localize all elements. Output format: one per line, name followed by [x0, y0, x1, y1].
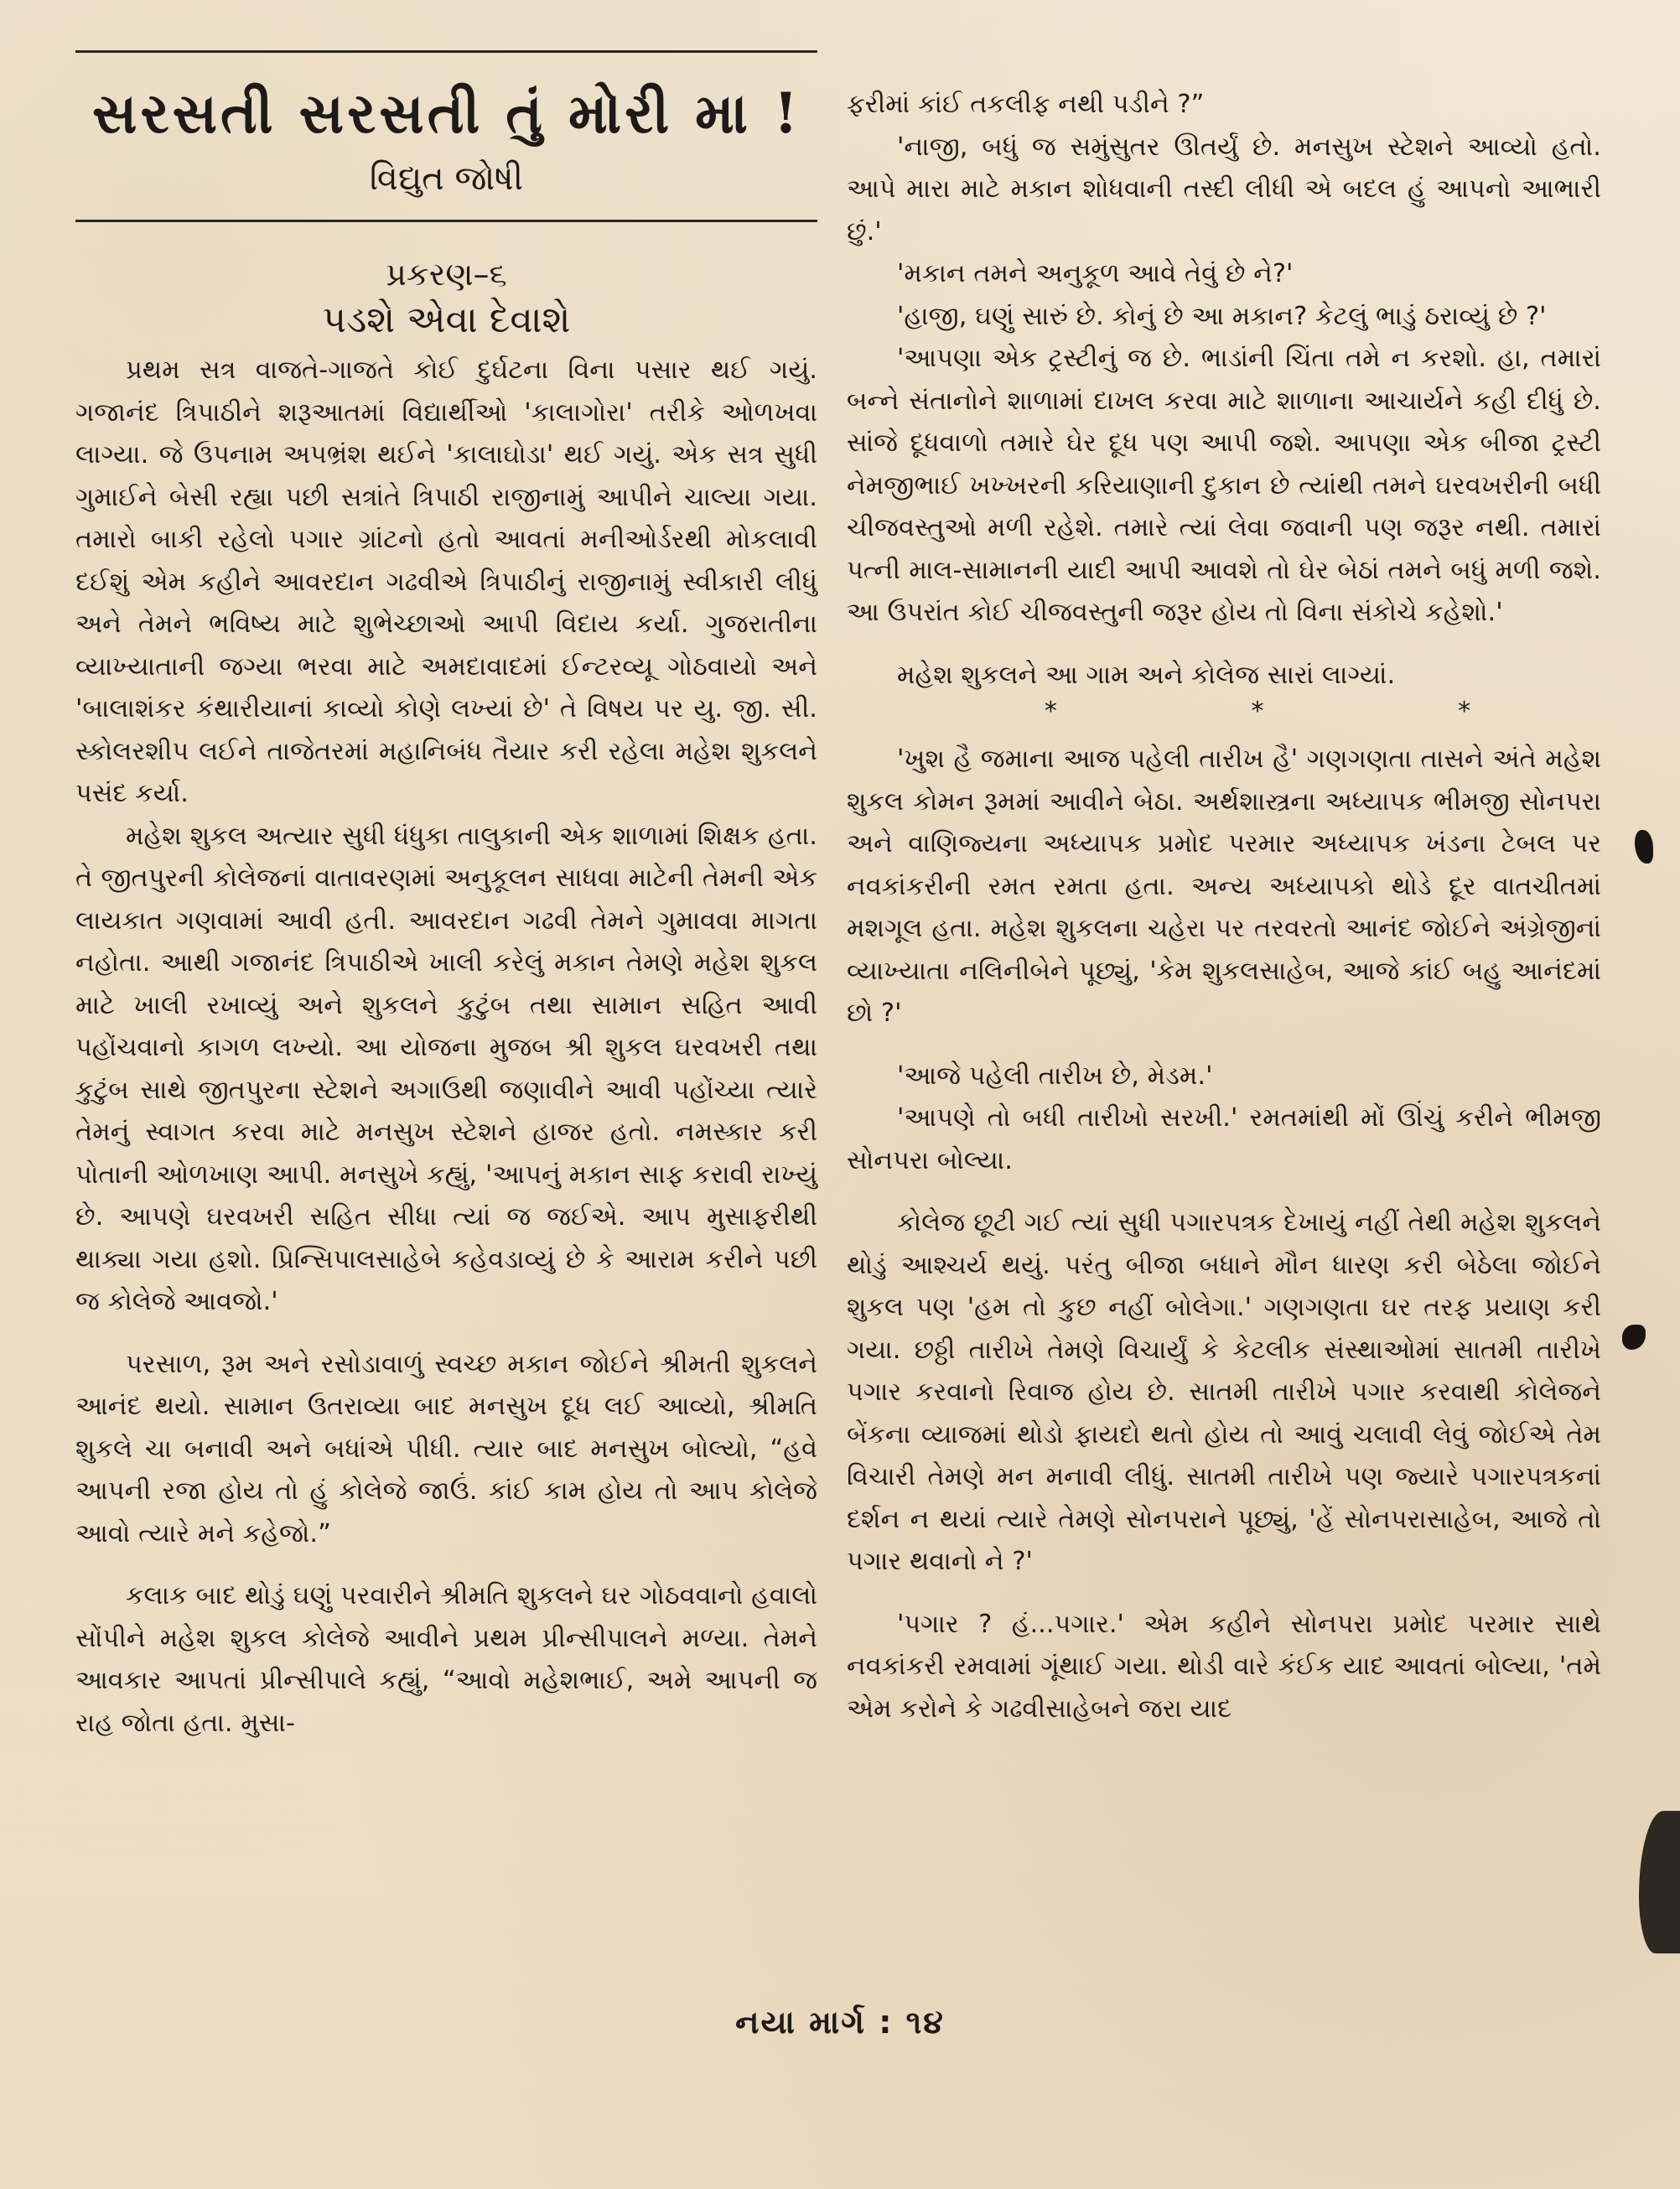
body-paragraph: પરસાળ, રૂમ અને રસોડાવાળું સ્વચ્છ મકાન જોઈને શ્રીમતી શુકલને આનંદ થયો. સામાન ઉતરાવ્યા બાદ મનસુખ દૂધ લઈ આવ્યો, શ્રીમતિ શુકલે ચા બનાવી અને બધાંએ પીધી. ત્યાર બાદ મનસુખ બોલ્યો, “હવે આપની રજા હોય તો હું કોલેજે જાઉં. કાંઈ કામ હોય તો આપ કોલેજે આવો ત્યારે મને કહેજો.” [75, 1349, 817, 1548]
chapter-title: પડશે એવા દેવાશે [322, 298, 571, 342]
body-paragraph: મહેશ શુકલને આ ગામ અને કોલેજ સારાં લાગ્યાં. [897, 660, 1396, 690]
section-break-star: * [1251, 697, 1264, 726]
body-paragraph: પ્રથમ સત્ર વાજતે-ગાજતે કોઈ દુર્ઘટના વિના પસાર થઈ ગયું. ગજાનંદ ત્રિપાઠીને શરૂઆતમાં વિદ્યાર્થીઓ 'કાલાગોરા' તરીકે ઓળખવા લાગ્યા. જે ઉપનામ અપભ્રંશ થઈને 'કાલાઘોડા' થઈ ગયું. એક સત્ર સુધી ગુમાઈને બેસી રહ્યા પછી સત્રાંતે ત્રિપાઠી રાજીનામું આપીને ચાલ્યા ગયા. તમારો બાકી રહેલો પગાર ગ્રાંટનો હતો આવતાં મનીઓર્ડરથી મોકલાવી દઈશું એમ કહીને આવરદાન ગઢવીએ ત્રિપાઠીનું રાજીનામું સ્વીકારી લીધું અને તેમને ભવિષ્ય માટે શુભેચ્છાઓ આપી વિદાય કર્યા. ગુજરાતીના વ્યાખ્યાતાની જગ્યા ભરવા માટે અમદાવાદમાં ઈન્ટરવ્યૂ ગોઠવાયો અને 'બાલાશંકર કંથારીયાનાં કાવ્યો કોણે લખ્યાં છે' તે વિષય પર યુ. જી. સી. સ્કોલરશીપ લઈને તાજેતરમાં મહાનિબંધ તૈયાર કરી રહેલા મહેશ શુકલને પસંદ કર્યા. [75, 355, 817, 809]
section-break-star: * [1458, 697, 1471, 726]
paper-tear-mark [1639, 1811, 1680, 1953]
body-paragraph: 'આજે પહેલી તારીખ છે, મેડમ.' [897, 1061, 1213, 1091]
paper-tear-mark [1635, 830, 1653, 864]
body-paragraph: 'મકાન તમને અનુકૂળ આવે તેવું છે ને?' [897, 259, 1294, 288]
page-footer: નયા માર્ગ : ૧૪ [735, 2004, 945, 2041]
chapter-number: પ્રકરણ–૬ [386, 255, 507, 293]
body-paragraph: મહેશ શુકલ અત્યાર સુધી ધંધુકા તાલુકાની એક શાળામાં શિક્ષક હતા. તે જીતપુરની કોલેજનાં વાતાવરણમાં અનુકૂલન સાધવા માટેની તેમની એક લાયકાત ગણવામાં આવી હતી. આવરદાન ગઢવી તેમને ગુમાવવા માગતા નહોતા. આથી ગજાનંદ ત્રિપાઠીએ ખાલી કરેલું મકાન તેમણે મહેશ શુકલ માટે ખાલી રખાવ્યું અને શુકલને કુટુંબ તથા સામાન સહિત આવી પહોંચવાનો કાગળ લખ્યો. આ યોજના મુજબ શ્રી શુકલ ઘરવખરી તથા કુટુંબ સાથે જીતપુરના સ્ટેશને અગાઉથી જણાવીને આવી પહોંચ્યા ત્યારે તેમનું સ્વાગત કરવા માટે મનસુખ સ્ટેશને હાજર હતો. નમસ્કાર કરી પોતાની ઓળખાણ આપી. મનસુખે કહ્યું, 'આપનું મકાન સાફ કરાવી રાખ્યું છે. આપણે ઘરવખરી સહિત સીધા ત્યાં જ જઈએ. આપ મુસાફરીથી થાક્યા ગયા હશો. પ્રિન્સિપાલસાહેબે કહેવડાવ્યું છે કે આરામ કરીને પછી જ કોલેજે આવજો.' [75, 821, 817, 1317]
right-column [847, 84, 1601, 1730]
body-paragraph: 'નાજી, બધું જ સમુંસુતર ઊતર્યું છે. મનસુખ સ્ટેશને આવ્યો હતો. આપે મારા માટે મકાન શોધવાની તસ્દી લીધી એ બદલ હું આપનો આભારી છું.' [847, 132, 1601, 246]
section-break-star: * [1044, 697, 1057, 726]
body-paragraph: 'આપણા એક ટ્રસ્ટીનું જ છે. ભાડાંની ચિંતા તમે ન કરશો. હા, તમારાં બન્ને સંતાનોને શાળામાં દાખલ કરવા માટે શાળાના આચાર્યને કહી દીધું છે. સાંજે દૂધવાળો તમારે ઘેર દૂધ પણ આપી જશે. આપણા એક બીજા ટ્રસ્ટી નેમજીભાઈ ખખ્ખરની કરિયાણાની દુકાન છે ત્યાંથી તમને ઘરવખરીની બધી ચીજવસ્તુઓ મળી રહેશે. તમારે ત્યાં લેવા જવાની પણ જરૂર નથી. તમારાં પત્ની માલ-સામાનની યાદી આપી આવશે તો ઘેર બેઠાં તમને બધું મળી જશે. આ ઉપરાંત કોઈ ચીજવસ્તુની જરૂર હોય તો વિના સંકોચે કહેશો.' [847, 344, 1601, 627]
body-paragraph: 'હાજી, ઘણું સારું છે. કોનું છે આ મકાન? કેટલું ભાડું ઠરાવ્યું છે ?' [897, 301, 1547, 331]
article-title: સરસતી સરસતી તું મોરી મા ! [92, 80, 801, 146]
body-paragraph: 'પગાર ? હં...પગાર.' એમ કહીને સોનપરા પ્રમોદ પરમાર સાથે નવકાંકરી રમવામાં ગૂંથાઈ ગયા. થોડી વારે કંઈક યાદ આવતાં બોલ્યા, 'તમે એમ કરોને કે ગઢવીસાહેબને જરા યાદ [847, 1609, 1601, 1724]
body-paragraph: કલાક બાદ થોડું ઘણું પરવારીને શ્રીમતિ શુકલને ઘર ગોઠવવાનો હવાલો સોંપીને મહેશ શુકલ કોલેજે આવીને પ્રથમ પ્રીન્સીપાલને મળ્યા. તેમને આવકાર આપતાં પ્રીન્સીપાલે કહ્યું, “આવો મહેશભાઈ, અમે આપની જ રાહ જોતા હતા. મુસા- [75, 1581, 817, 1738]
paper-tear-mark [1622, 1325, 1646, 1350]
top-rule [75, 50, 817, 53]
body-paragraph: કોલેજ છૂટી ગઈ ત્યાં સુધી પગારપત્રક દેખાયું નહીં તેથી મહેશ શુકલને થોડું આશ્ચર્ય થયું. પરંતુ બીજા બધાને મૌન ધારણ કરી બેઠેલા જોઈને શુકલ પણ 'હમ તો કુછ નહીં બોલેગા.' ગણગણતા ઘર તરફ પ્રયાણ કરી ગયા. છઠ્ઠી તારીખે તેમણે વિચાર્યું કે કેટલીક સંસ્થાઓમાં સાતમી તારીખે પગાર કરવાનો રિવાજ હોય છે. સાતમી તારીખે પગાર કરવાથી કોલેજને બેંકના વ્યાજમાં થોડો ફાયદો થતો હોય તો આવું ચલાવી લેવું જોઈએ તેમ વિચારી તેમણે મન મનાવી લીધું. સાતમી તારીખે પણ જ્યારે પગારપત્રકનાં દર્શન ન થયાં ત્યારે તેમણે સોનપરાને પૂછ્યું, 'હેં સોનપરાસાહેબ, આજે તો પગાર થવાનો ને ?' [847, 1208, 1601, 1576]
body-paragraph: 'ખુશ હૈ જમાના આજ પહેલી તારીખ હૈ' ગણગણતા તાસને અંતે મહેશ શુકલ કોમન રૂમમાં આવીને બેઠા. અર્થશાસ્ત્રના અધ્યાપક ભીમજી સોનપરા અને વાણિજ્યના અધ્યાપક પ્રમોદ પરમાર અધ્યાપક ખંડના ટેબલ પર નવકાંકરીની રમત રમતા હતા. અન્ય અધ્યાપકો થોડે દૂર વાતચીતમાં મશગૂલ હતા. મહેશ શુકલના ચહેરા પર તરવરતો આનંદ જોઈને અંગ્રેજીનાં વ્યાખ્યાતા નલિનીબેને પૂછ્યું, 'કેમ શુકલસાહેબ, આજે કાંઈ બહુ આનંદમાં છો ?' [847, 744, 1601, 1028]
body-paragraph: ફરીમાં કાંઈ તકલીફ નથી પડીને ?” [847, 90, 1205, 119]
section-break [947, 697, 1568, 734]
body-paragraph: 'આપણે તો બધી તારીખો સરખી.' રમતમાંથી મોં ઊંચું કરીને ભીમજી સોનપરા બોલ્યા. [847, 1103, 1601, 1175]
article-author: વિદ્યુત જોષી [369, 158, 524, 198]
left-column [75, 50, 817, 1745]
title-bottom-rule [75, 220, 817, 222]
